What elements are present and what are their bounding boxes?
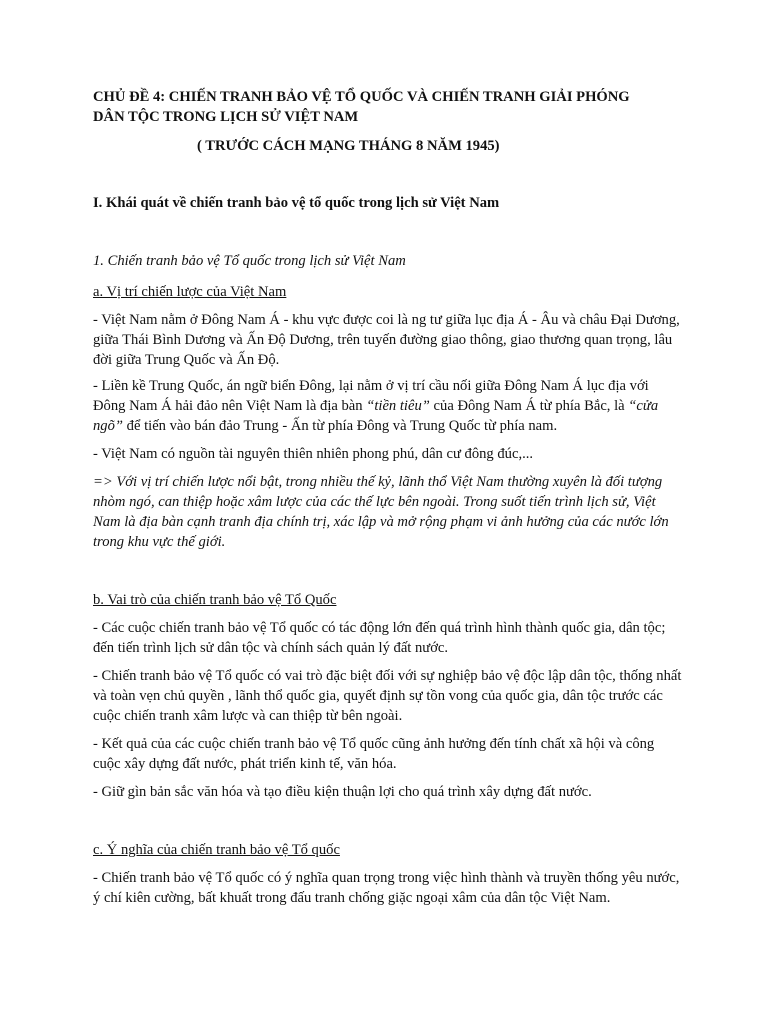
doc-title-line-1: CHỦ ĐỀ 4: CHIẾN TRANH BẢO VỆ TỔ QUỐC VÀ CHIẾN TRANH GIẢI PHÓNG (93, 89, 630, 105)
paragraph-b2: - Chiến tranh bảo vệ Tổ quốc có vai trò đặc biệt đối với sự nghiệp bảo vệ độc lập dân tộc, thống nhất và toàn vẹn chủ quyền , lãnh thổ quốc gia, quyết định sự tồn vong của quốc gia, dân tộc trước các cuộc chiến tranh xâm lược và can thiệp từ bên ngoài. (93, 668, 682, 724)
conclusion-a: => Với vị trí chiến lược nổi bật, trong nhiều thế kỷ, lãnh thổ Việt Nam thường xuyên là đối tượng nhòm ngó, can thiệp hoặc xâm lược của các thế lực bên ngoài. Trong suốt tiến trình lịch sử, Việt Nam là địa bàn cạnh tranh địa chính trị, xác lập và mở rộng phạm vi ảnh hưởng của các nước lớn trong khu vực thế giới. (93, 474, 669, 550)
doc-subtitle: ( TRƯỚC CÁCH MẠNG THÁNG 8 NĂM 1945) (197, 138, 500, 154)
heading-b: b. Vai trò của chiến tranh bảo vệ Tổ Quốc (93, 592, 337, 608)
paragraph-a2-term-cua-ngo: “cửa ngõ” (93, 398, 659, 434)
paragraph-a2-part2: của Đông Nam Á từ phía Bắc, là (429, 398, 629, 414)
paragraph-a2-part1: - Liền kề Trung Quốc, án ngữ biển Đông, lại nằm ở vị trí cầu nối giữa Đông Nam Á lục địa với Đông Nam Á hải đảo nên Việt Nam là địa bàn (93, 378, 649, 414)
paragraph-b1: - Các cuộc chiến tranh bảo vệ Tổ quốc có tác động lớn đến quá trình hình thành quốc gia, dân tộc; đến tiến trình lịch sử dân tộc và chính sách quản lý đất nước. (93, 620, 666, 656)
paragraph-b3: - Kết quả của các cuộc chiến tranh bảo vệ Tổ quốc cũng ảnh hưởng đến tính chất xã hội và công cuộc xây dựng đất nước, phát triển kinh tế, văn hóa. (93, 736, 655, 772)
heading-a: a. Vị trí chiến lược của Việt Nam (93, 284, 287, 300)
paragraph-a1: - Việt Nam nằm ở Đông Nam Á - khu vực được coi là ng tư giữa lục địa Á - Âu và châu Đại Dương, giữa Thái Bình Dương và Ấn Độ Dương, trên tuyến đường giao thông, giao thương quan trọng, lâu đời giữa Trung Quốc và Ấn Độ. (93, 312, 680, 368)
paragraph-a2 (93, 376, 683, 436)
subsection-heading: 1. Chiến tranh bảo vệ Tổ quốc trong lịch sử Việt Nam (93, 253, 406, 269)
paragraph-a2-part3: để tiến vào bán đảo Trung - Ấn từ phía Đông và Trung Quốc từ phía nam. (123, 418, 558, 434)
paragraph-a2-term-tien-tieu: “tiền tiêu” (366, 398, 430, 414)
doc-title-line-2: DÂN TỘC TRONG LỊCH SỬ VIỆT NAM (93, 109, 359, 125)
heading-c: c. Ý nghĩa của chiến tranh bảo vệ Tổ quốc (93, 842, 340, 858)
paragraph-b4: - Giữ gìn bản sắc văn hóa và tạo điều kiện thuận lợi cho quá trình xây dựng đất nước. (93, 784, 592, 800)
paragraph-a3: - Việt Nam có nguồn tài nguyên thiên nhiên phong phú, dân cư đông đúc,... (93, 446, 534, 462)
paragraph-c1: - Chiến tranh bảo vệ Tổ quốc có ý nghĩa quan trọng trong việc hình thành và truyền thống yêu nước, ý chí kiên cường, bất khuất trong đấu tranh chống giặc ngoại xâm của dân tộc Việt Nam. (93, 870, 680, 906)
section-heading: I. Khái quát về chiến tranh bảo vệ tổ quốc trong lịch sử Việt Nam (93, 195, 500, 211)
